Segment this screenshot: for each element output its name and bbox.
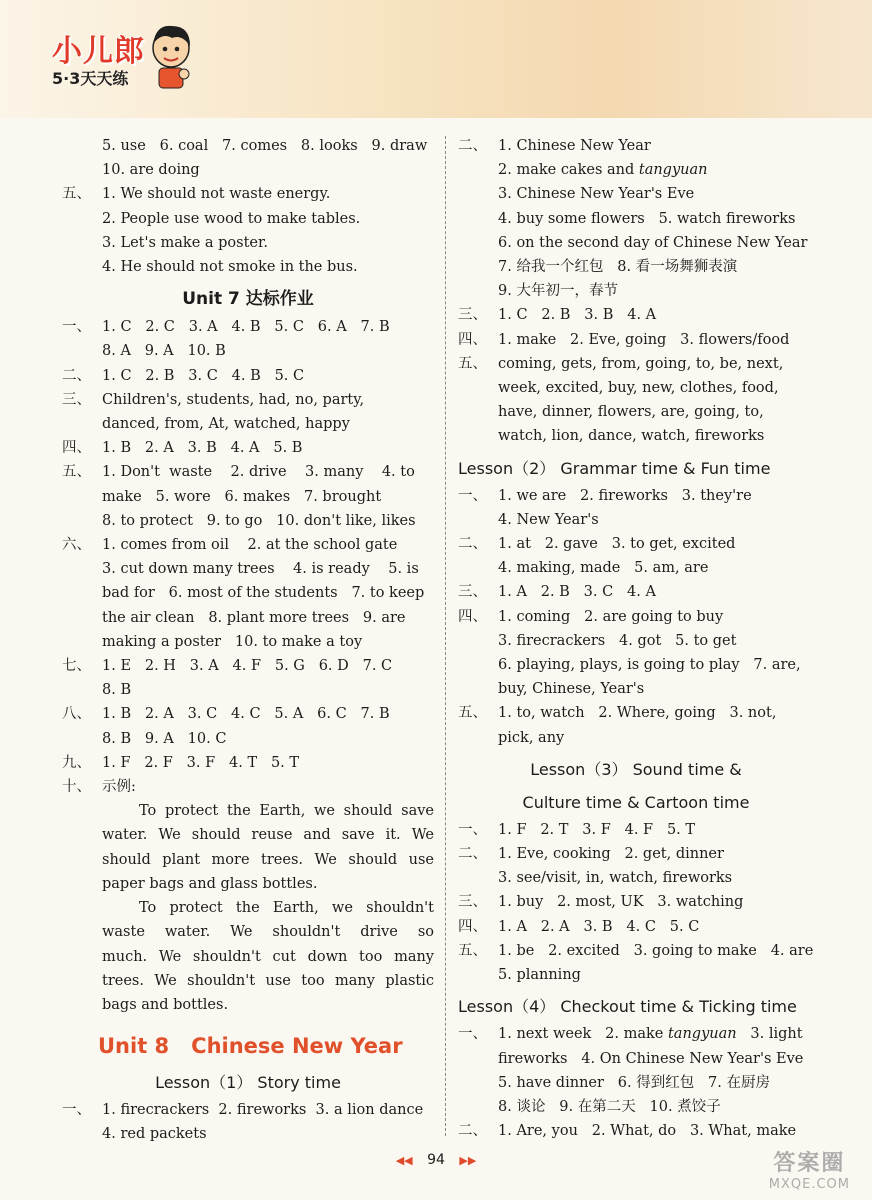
answer-text: 2. make cakes and xyxy=(498,162,639,179)
answer-line xyxy=(458,866,814,890)
answer-text: paper bags and glass bottles. xyxy=(102,875,318,892)
lesson-heading: Lesson（1） Story time xyxy=(155,1073,341,1093)
answer-text: 4. buy some flowers 5. watch fireworks xyxy=(498,210,796,227)
question-number: 九、 xyxy=(62,754,91,771)
column-divider xyxy=(445,136,446,1136)
header-banner xyxy=(0,0,872,118)
answer-text: 9. 大年初一，春节 xyxy=(498,283,618,300)
answer-line xyxy=(62,678,434,702)
paragraph-line: water. We should reuse and save it. We xyxy=(102,827,434,844)
question-number: 二、 xyxy=(62,367,91,384)
question-number: 二、 xyxy=(458,536,487,553)
answer-line xyxy=(62,727,434,751)
question-number: 一、 xyxy=(62,319,91,336)
answer-text: 1. be 2. excited 3. going to make 4. are xyxy=(498,942,814,959)
watermark-url: MXQE.COM xyxy=(768,1177,850,1192)
answer-line xyxy=(62,255,434,279)
answer-line xyxy=(62,533,434,557)
answer-line xyxy=(458,653,814,677)
answer-line xyxy=(62,315,434,339)
answer-text: 4. New Year's xyxy=(498,511,599,528)
answer-line xyxy=(458,1071,814,1095)
watermark xyxy=(769,1146,850,1192)
answer-line xyxy=(62,993,434,1017)
question-number: 一、 xyxy=(62,1102,91,1119)
question-number: 一、 xyxy=(458,487,487,504)
right-column xyxy=(458,134,814,1143)
answer-text: 1. Don't waste 2. drive 3. many 4. to xyxy=(102,464,415,481)
answer-line xyxy=(458,818,814,842)
answer-line xyxy=(458,605,814,629)
question-number: 六、 xyxy=(62,537,91,554)
answer-line xyxy=(62,364,434,388)
answer-text: 1. Chinese New Year xyxy=(498,138,651,154)
answer-text: 3. cut down many trees 4. is ready 5. is xyxy=(102,561,419,578)
page-footer xyxy=(0,1152,872,1168)
answer-line xyxy=(458,1119,814,1143)
answer-text: 8. B xyxy=(102,682,132,699)
answer-line xyxy=(458,279,814,303)
answer-text: 1. make 2. Eve, going 3. flowers/food xyxy=(498,331,790,348)
answer-text: bags and bottles. xyxy=(102,996,229,1013)
question-number: 四、 xyxy=(458,918,487,935)
answer-line xyxy=(62,207,434,231)
answer-line xyxy=(62,158,434,182)
answer-text: 10. are doing xyxy=(102,162,200,179)
answer-text: 8. A 9. A 10. B xyxy=(102,343,226,360)
answer-line xyxy=(458,134,814,158)
answer-line xyxy=(62,134,434,158)
answer-line xyxy=(458,231,814,255)
question-number: 五、 xyxy=(458,705,487,722)
answer-text: 1. we are 2. fireworks 3. they're xyxy=(498,487,752,504)
answer-text: 1. comes from oil 2. at the school gate xyxy=(102,537,398,554)
question-number: 三、 xyxy=(458,584,487,601)
answer-text: 3. firecrackers 4. got 5. to get xyxy=(498,632,737,649)
question-number: 二、 xyxy=(458,846,487,863)
question-number: 五、 xyxy=(458,355,487,372)
answer-text: 7. 给我一个红包 8. 看一场舞狮表演 xyxy=(498,259,738,276)
answer-line xyxy=(458,580,814,604)
answer-line xyxy=(458,255,814,279)
answer-line xyxy=(62,654,434,678)
answer-line xyxy=(62,231,434,255)
left-column xyxy=(62,134,434,1147)
answer-text: 1. B 2. A 3. C 4. C 5. A 6. C 7. B xyxy=(102,706,390,723)
section-heading: Unit 7 达标作业 xyxy=(182,289,314,310)
question-number: 一、 xyxy=(458,821,487,838)
answer-line xyxy=(62,339,434,363)
question-number: 三、 xyxy=(458,307,487,324)
series-name: 5·3天天练 xyxy=(52,69,129,88)
answer-text: 1. C 2. B 3. C 4. B 5. C xyxy=(102,367,305,384)
brand-logo: 小儿郎 xyxy=(52,34,145,69)
answer-text: 1. at 2. gave 3. to get, excited xyxy=(498,536,736,553)
question-number: 五、 xyxy=(458,942,487,959)
answer-text: 1. Are, you 2. What, do 3. What, make xyxy=(498,1123,797,1140)
answer-text: fireworks 4. On Chinese New Year's Eve xyxy=(498,1050,804,1067)
answer-line xyxy=(458,303,814,327)
mascot-icon xyxy=(146,22,196,92)
answer-text: 1. coming 2. are going to buy xyxy=(498,608,724,625)
question-number: 四、 xyxy=(458,608,487,625)
answer-text: 4. making, made 5. am, are xyxy=(498,560,709,577)
answer-text: bad for 6. most of the students 7. to keep xyxy=(102,585,425,602)
answer-line xyxy=(62,872,434,896)
answer-text: watch, lion, dance, watch, fireworks xyxy=(498,428,765,445)
page-number: 94 xyxy=(427,1152,445,1168)
paragraph-line: should plant more trees. We should use xyxy=(102,851,434,868)
answer-line xyxy=(458,376,814,400)
answer-text: 1. C 2. B 3. B 4. A xyxy=(498,307,657,324)
lesson-heading: Lesson（3） Sound time & xyxy=(530,759,742,779)
answer-text: 5. have dinner 6. 得到红包 7. 在厨房 xyxy=(498,1074,770,1091)
answer-text: make 5. wore 6. makes 7. brought xyxy=(102,488,382,505)
answer-line xyxy=(458,629,814,653)
answer-text: 5. use 6. coal 7. comes 8. looks 9. draw xyxy=(102,138,428,154)
answer-line xyxy=(62,581,434,605)
answer-line xyxy=(458,424,814,448)
answer-text: 1. We should not waste energy. xyxy=(102,186,331,203)
answer-text: 8. B 9. A 10. C xyxy=(102,730,227,747)
answer-line xyxy=(62,182,434,206)
answer-line xyxy=(62,1122,434,1146)
answer-line xyxy=(62,702,434,726)
answer-line xyxy=(458,532,814,556)
answer-text: 2. People use wood to make tables. xyxy=(102,210,361,227)
answer-line xyxy=(62,388,434,412)
answer-line xyxy=(458,158,814,182)
question-number: 五、 xyxy=(62,186,91,203)
answer-line xyxy=(458,963,814,987)
unit-title xyxy=(98,1029,434,1063)
prev-arrows-icon: ◀◀ xyxy=(395,1154,413,1167)
answer-text: 1. buy 2. most, UK 3. watching xyxy=(498,894,744,911)
answer-line xyxy=(62,509,434,533)
answer-line xyxy=(62,630,434,654)
question-number: 八、 xyxy=(62,706,91,723)
answer-text: 8. 谈论 9. 在第二天 10. 煮饺子 xyxy=(498,1098,721,1115)
question-number: 二、 xyxy=(458,138,487,154)
answer-text: 4. He should not smoke in the bus. xyxy=(102,259,358,276)
answer-text: the air clean 8. plant more trees 9. are xyxy=(102,609,406,626)
answer-line xyxy=(62,460,434,484)
answer-text: danced, from, At, watched, happy xyxy=(102,416,350,433)
answer-text: 1. firecrackers 2. fireworks 3. a lion dance xyxy=(102,1102,424,1119)
answer-text: have, dinner, flowers, are, going, to, xyxy=(498,404,764,421)
answer-text: pick, any xyxy=(498,729,565,746)
answer-text: 8. to protect 9. to go 10. don't like, likes xyxy=(102,512,416,529)
question-number: 五、 xyxy=(62,464,91,481)
answer-line xyxy=(458,915,814,939)
answer-text: 1. E 2. H 3. A 4. F 5. G 6. D 7. C xyxy=(102,658,393,675)
answer-line xyxy=(458,207,814,231)
answer-line xyxy=(62,557,434,581)
answer-text: 1. C 2. C 3. A 4. B 5. C 6. A 7. B xyxy=(102,319,390,336)
answer-text: week, excited, buy, new, clothes, food, xyxy=(498,380,779,397)
answer-line xyxy=(458,556,814,580)
answer-line xyxy=(62,436,434,460)
answer-line xyxy=(458,842,814,866)
answer-text: 3. light xyxy=(736,1026,803,1043)
lesson-heading: Lesson（4） Checkout time & Ticking time xyxy=(458,997,797,1017)
answer-line xyxy=(62,1098,434,1122)
answer-text: 1. F 2. T 3. F 4. F 5. T xyxy=(498,821,696,838)
paragraph-line: To protect the Earth, we should save xyxy=(139,803,434,820)
answer-text: 6. playing, plays, is going to play 7. are, xyxy=(498,657,801,674)
answer-line xyxy=(458,400,814,424)
answer-line xyxy=(458,677,814,701)
answer-text: 1. next week 2. make xyxy=(498,1026,668,1043)
answer-text: 5. planning xyxy=(498,967,581,984)
answer-text: 1. B 2. A 3. B 4. A 5. B xyxy=(102,440,303,457)
answer-line xyxy=(458,701,814,725)
answer-line xyxy=(458,1022,814,1046)
answer-line xyxy=(458,726,814,750)
answer-text: 1. to, watch 2. Where, going 3. not, xyxy=(498,705,777,722)
answer-text: 3. see/visit, in, watch, fireworks xyxy=(498,870,733,887)
lesson-heading: Culture time & Cartoon time xyxy=(522,792,750,812)
question-number: 四、 xyxy=(458,331,487,348)
answer-text: 1. A 2. A 3. B 4. C 5. C xyxy=(498,918,700,935)
unit-name: Chinese New Year xyxy=(191,1034,403,1059)
answer-line xyxy=(458,484,814,508)
question-number: 三、 xyxy=(62,391,91,408)
answer-text: coming, gets, from, going, to, be, next, xyxy=(498,355,784,372)
next-arrows-icon: ▶▶ xyxy=(459,1154,477,1167)
answer-text: 3. Let's make a poster. xyxy=(102,234,268,251)
watermark-logo: 答案圈 xyxy=(773,1151,846,1176)
question-number: 三、 xyxy=(458,894,487,911)
answer-text: Children's, students, had, no, party, xyxy=(102,391,365,408)
answer-text: 示例: xyxy=(102,779,136,796)
answer-text: 3. Chinese New Year's Eve xyxy=(498,186,695,203)
answer-line xyxy=(458,352,814,376)
answer-line xyxy=(62,485,434,509)
answer-line xyxy=(62,775,434,799)
answer-text: 1. Eve, cooking 2. get, dinner xyxy=(498,846,724,863)
answer-line xyxy=(458,1095,814,1119)
answer-line xyxy=(458,890,814,914)
question-number: 二、 xyxy=(458,1123,487,1140)
answer-line xyxy=(458,939,814,963)
answer-text: making a poster 10. to make a toy xyxy=(102,633,363,650)
answer-line xyxy=(62,412,434,436)
answer-text: buy, Chinese, Year's xyxy=(498,681,645,698)
answer-line xyxy=(458,1047,814,1071)
paragraph-line: much. We shouldn't cut down too many xyxy=(102,948,434,965)
paragraph-line: waste water. We shouldn't drive so xyxy=(102,924,434,941)
answer-line xyxy=(62,606,434,630)
answer-line xyxy=(458,328,814,352)
question-number: 十、 xyxy=(62,779,91,796)
answer-text: 4. red packets xyxy=(102,1126,207,1143)
answer-text: 1. A 2. B 3. C 4. A xyxy=(498,584,656,601)
question-number: 七、 xyxy=(62,658,91,675)
answer-text: 1. F 2. F 3. F 4. T 5. T xyxy=(102,754,300,771)
answer-text: 6. on the second day of Chinese New Year xyxy=(498,234,808,251)
paragraph-line: trees. We shouldn't use too many plastic xyxy=(102,972,434,989)
question-number: 一、 xyxy=(458,1026,487,1043)
answer-line xyxy=(62,751,434,775)
lesson-heading: Lesson（2） Grammar time & Fun time xyxy=(458,458,771,478)
paragraph-line: To protect the Earth, we shouldn't xyxy=(139,900,434,917)
answer-line xyxy=(458,182,814,206)
answer-italic: tangyuan xyxy=(638,162,708,179)
answer-line xyxy=(458,508,814,532)
answer-italic: tangyuan xyxy=(667,1026,737,1043)
unit-number: Unit 8 xyxy=(98,1034,170,1059)
question-number: 四、 xyxy=(62,440,91,457)
